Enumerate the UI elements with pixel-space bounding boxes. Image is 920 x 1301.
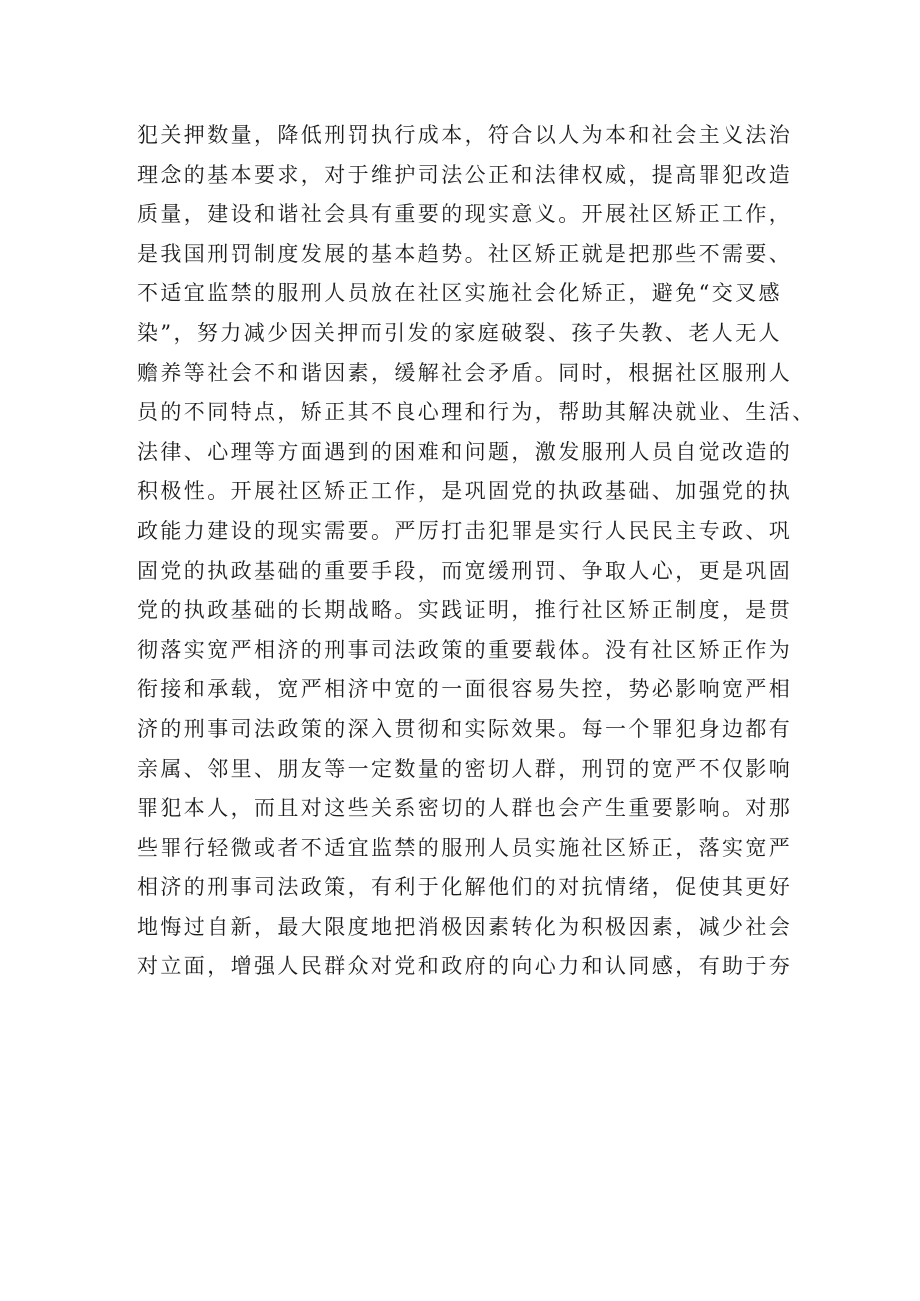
text-line: 犯关押数量，降低刑罚执行成本，符合以人为本和社会主义法治 bbox=[137, 123, 793, 147]
text-line: 衔接和承载，宽严相济中宽的一面很容易失控，势必影响宽严相 bbox=[137, 677, 793, 702]
text-line: 质量，建设和谐社会具有重要的现实意义。开展社区矫正工作， bbox=[137, 202, 793, 227]
text-line: 赡养等社会不和谐因素，缓解社会矛盾。同时，根据社区服刑人 bbox=[137, 360, 793, 385]
text-line: 员的不同特点，矫正其不良心理和行为，帮助其解决就业、生活、 bbox=[137, 400, 816, 425]
text-line: 积极性。开展社区矫正工作，是巩固党的执政基础、加强党的执 bbox=[137, 479, 793, 504]
text-line: 些罪行轻微或者不适宜监禁的服刑人员实施社区矫正，落实宽严 bbox=[137, 835, 793, 860]
text-line: 是我国刑罚制度发展的基本趋势。社区矫正就是把那些不需要、 bbox=[137, 241, 793, 266]
text-line: 罪犯本人，而且对这些关系密切的人群也会产生重要影响。对那 bbox=[137, 796, 793, 821]
text-line: 彻落实宽严相济的刑事司法政策的重要载体。没有社区矫正作为 bbox=[137, 637, 793, 662]
text-line: 理念的基本要求，对于维护司法公正和法律权威，提高罪犯改造 bbox=[137, 162, 793, 187]
text-line: 亲属、邻里、朋友等一定数量的密切人群，刑罚的宽严不仅影响 bbox=[137, 756, 793, 781]
text-line: 对立面，增强人民群众对党和政府的向心力和认同感，有助于夯 bbox=[137, 954, 793, 979]
text-line: 不适宜监禁的服刑人员放在社区实施社会化矫正，避免“交叉感 bbox=[137, 281, 782, 306]
body-paragraph bbox=[137, 116, 816, 987]
text-line: 固党的执政基础的重要手段，而宽缓刑罚、争取人心，更是巩固 bbox=[137, 558, 793, 583]
text-line: 济的刑事司法政策的深入贯彻和实际效果。每一个罪犯身边都有 bbox=[137, 716, 793, 741]
text-line: 染”，努力减少因关押而引发的家庭破裂、孩子失教、老人无人 bbox=[137, 320, 782, 345]
text-line: 法律、心理等方面遇到的困难和问题，激发服刑人员自觉改造的 bbox=[137, 439, 793, 464]
text-line: 党的执政基础的长期战略。实践证明，推行社区矫正制度，是贯 bbox=[137, 598, 793, 623]
text-line: 政能力建设的现实需要。严厉打击犯罪是实行人民民主专政、巩 bbox=[137, 518, 793, 543]
text-line: 相济的刑事司法政策，有利于化解他们的对抗情绪，促使其更好 bbox=[137, 875, 793, 900]
text-line: 地悔过自新，最大限度地把消极因素转化为积极因素，减少社会 bbox=[137, 914, 793, 939]
